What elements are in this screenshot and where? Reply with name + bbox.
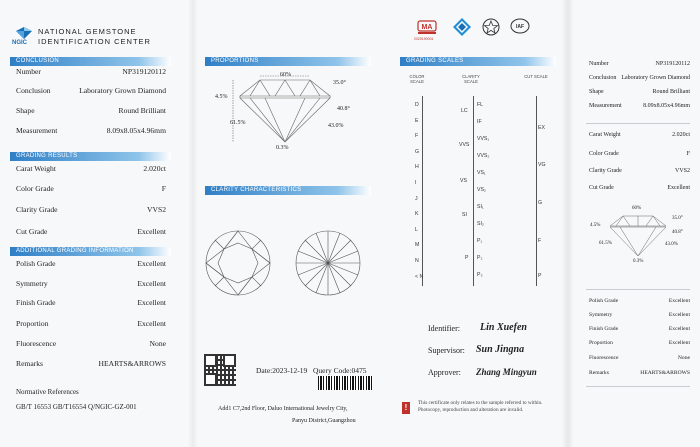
clarity-IF: IF <box>477 119 482 125</box>
clarity-group-VS: VS <box>460 178 467 184</box>
cut-G: G <box>538 200 543 206</box>
cut-EX: EX <box>538 125 545 131</box>
additional-value-4: None <box>149 339 166 348</box>
summary-b-value-0: 2.020ct <box>672 132 690 138</box>
grading-results-header: GRADING RESULTS <box>10 152 171 161</box>
prop-girdle: 0.3% <box>276 145 289 151</box>
clarity-VVS1: VVS₁ <box>477 136 490 142</box>
color-D: D <box>415 102 419 108</box>
summary-prop-crown-angle: 35.0° <box>672 216 683 221</box>
color-I: I <box>415 180 417 186</box>
cut-scale-head: CUT SCALE <box>524 74 548 79</box>
clarity-VS1: VS₁ <box>477 170 486 176</box>
fold-right <box>562 0 574 447</box>
summary-prop-depth: 61.5% <box>599 241 612 246</box>
additional-label-5: Remarks <box>16 359 43 368</box>
prop-pav-depth: 43.0% <box>328 123 344 129</box>
color-scale-head: COLOR SCALE <box>409 74 425 84</box>
cut-P: P <box>538 273 542 279</box>
svg-text:MA: MA <box>421 24 433 31</box>
grading-label-1: Color Grade <box>16 184 54 193</box>
clarity-VVS2: VVS₂ <box>477 153 490 159</box>
cut-scale-bar <box>536 96 537 286</box>
grading-value-0: 2.020ct <box>143 164 166 173</box>
conclusion-value-1: Laboratory Grown Diamond <box>79 86 166 95</box>
summary-c-label-5: Remarks <box>589 370 609 376</box>
logo-text: NGIC <box>12 40 27 46</box>
org-name-line1: NATIONAL GEMSTONE <box>38 27 137 36</box>
clarity-FL: FL <box>477 102 484 108</box>
cma-label: 2020190001 <box>414 37 434 41</box>
summary-proportions-diagram <box>598 210 678 265</box>
additional-label-1: Symmetry <box>16 279 48 288</box>
conclusion-label-3: Measurement <box>16 126 58 135</box>
color-M: M <box>415 242 420 248</box>
cnas-seal-icon <box>452 17 472 37</box>
additional-header: ADDITIONAL GRADING INFORMATION <box>10 247 171 256</box>
color-below-N: < N <box>415 274 424 280</box>
summary-b-label-0: Carat Weight <box>589 132 621 138</box>
proportions-diagram <box>220 70 370 155</box>
clarity-SI1: SI₁ <box>477 204 484 210</box>
summary-c-label-0: Polish Grade <box>589 298 619 304</box>
summary-divider-2 <box>586 289 690 290</box>
summary-a-value-3: 8.09x8.05x4.96mm <box>643 103 690 109</box>
clarity-header: CLARITY CHARACTERISTICS <box>205 186 371 195</box>
color-L: L <box>415 227 418 233</box>
cut-F: F <box>538 238 542 244</box>
summary-prop-pav-angle: 40.8° <box>672 230 683 235</box>
summary-b-value-1: F <box>686 151 690 157</box>
fold-left <box>188 0 198 447</box>
proportions-header: PROPORTIONS <box>205 57 371 66</box>
notice-text: This certificate only relates to the sample referred to within. Photocopy, reproduction and alteration are invalid. <box>418 400 543 413</box>
additional-value-3: Excellent <box>137 319 166 328</box>
color-K: K <box>415 211 419 217</box>
approver-label: Approver: <box>428 368 461 377</box>
ngic-logo-icon <box>14 26 34 40</box>
clarity-scale-bar <box>473 96 474 286</box>
summary-c-value-4: None <box>677 355 690 361</box>
conclusion-label-2: Shape <box>16 106 35 115</box>
cut-VG: VG <box>538 162 546 168</box>
summary-prop-girdle: 0.3% <box>633 259 644 264</box>
warning-icon: ! <box>402 402 410 414</box>
summary-b-label-3: Cut Grade <box>589 185 614 191</box>
grading-value-1: F <box>161 184 166 193</box>
identifier-label: Identifier: <box>428 324 460 333</box>
additional-value-2: Excellent <box>137 298 166 307</box>
prop-depth: 61.5% <box>230 120 246 126</box>
summary-prop-pav-depth: 43.0% <box>665 242 678 247</box>
clarity-plot-pavilion <box>294 229 362 297</box>
conclusion-label-0: Number <box>16 67 41 76</box>
conclusion-value-3: 8.09x8.05x4.96mm <box>106 126 166 135</box>
color-H: H <box>415 164 419 170</box>
org-name-line2: IDENTIFICATION CENTER <box>38 37 151 46</box>
additional-label-2: Finish Grade <box>16 298 56 307</box>
supervisor-label: Supervisor: <box>428 346 465 355</box>
summary-c-value-2: Excellent <box>668 326 690 332</box>
color-J: J <box>415 196 418 202</box>
barcode-icon <box>318 376 373 390</box>
references-title: Normative References <box>16 388 79 396</box>
summary-divider-1 <box>586 123 690 124</box>
prop-crown-height: 4.5% <box>215 94 228 100</box>
color-E: E <box>415 118 419 124</box>
color-scale-bar <box>422 96 423 286</box>
summary-a-value-0: NP319120112 <box>655 61 690 67</box>
color-G: G <box>415 149 420 155</box>
query-code: Query Code:0475 <box>313 366 367 375</box>
summary-c-label-1: Symmetry <box>589 312 613 318</box>
clarity-P1: P₁ <box>477 238 483 244</box>
grading-scales-header: GRADING SCALES <box>400 57 556 66</box>
ilac-seal-icon <box>481 17 501 37</box>
additional-label-0: Polish Grade <box>16 259 56 268</box>
summary-c-value-3: Excellent <box>668 340 690 346</box>
additional-value-1: Excellent <box>137 279 166 288</box>
summary-b-label-2: Clarity Grade <box>589 168 622 174</box>
clarity-P2: P₂ <box>477 255 483 261</box>
references-text: GB/T 16553 GB/T16554 Q/NGIC-GZ-001 <box>16 403 137 411</box>
summary-b-label-1: Color Grade <box>589 151 619 157</box>
color-N: N <box>415 258 419 264</box>
approver-signature: Zhang Mingyun <box>476 367 537 377</box>
summary-c-label-2: Finish Grade <box>589 326 619 332</box>
summary-prop-crown-height: 4.5% <box>590 223 601 228</box>
additional-value-0: Excellent <box>137 259 166 268</box>
summary-a-value-2: Round Brilliant <box>652 89 690 95</box>
clarity-group-LC: LC <box>461 108 468 114</box>
address-line1: Add1 C7,2nd Floor, Daluo International Jewelry City, <box>218 406 348 412</box>
summary-c-value-0: Excellent <box>668 298 690 304</box>
conclusion-label-1: Conclusion <box>16 86 51 95</box>
summary-prop-table: 60% <box>632 206 642 211</box>
clarity-group-P: P <box>465 255 469 261</box>
summary-a-label-1: Conclusion <box>589 75 617 81</box>
summary-a-label-0: Number <box>589 61 609 67</box>
summary-a-value-1: Laboratory Grown Diamond <box>621 75 690 81</box>
cma-seal-icon <box>416 20 438 36</box>
grading-label-3: Cut Grade <box>16 227 48 236</box>
identifier-signature: Lin Xuefen <box>480 322 527 333</box>
clarity-group-SI: SI <box>462 212 467 218</box>
clarity-group-VVS: VVS <box>459 142 470 148</box>
summary-divider-3 <box>586 386 690 387</box>
clarity-VS2: VS₂ <box>477 187 486 193</box>
prop-table: 60% <box>280 72 291 78</box>
grading-label-2: Clarity Grade <box>16 205 58 214</box>
clarity-scale-head: CLARITY SCALE <box>462 74 480 84</box>
clarity-SI2: SI₂ <box>477 221 484 227</box>
grading-label-0: Carat Weight <box>16 164 56 173</box>
address-line2: Panyu District,Guangzhou <box>292 418 356 424</box>
supervisor-signature: Sun Jingna <box>476 344 525 355</box>
issue-date: Date:2023-12-19 <box>256 366 308 375</box>
grading-value-2: VVS2 <box>147 205 166 214</box>
summary-a-label-2: Shape <box>589 89 604 95</box>
summary-c-value-5: HEARTS&ARROWS <box>640 370 690 376</box>
svg-text:IAF: IAF <box>515 24 525 30</box>
summary-a-label-3: Measurement <box>589 103 622 109</box>
color-F: F <box>415 133 419 139</box>
grading-value-3: Excellent <box>137 227 166 236</box>
additional-label-4: Fluorescence <box>16 339 57 348</box>
summary-c-label-3: Proportion <box>589 340 613 346</box>
prop-crown-angle: 35.0° <box>333 80 346 86</box>
iaf-seal-icon <box>509 17 531 37</box>
conclusion-header: CONCLUSION <box>10 57 171 66</box>
prop-pav-angle: 40.8° <box>337 106 350 112</box>
conclusion-value-0: NP319120112 <box>122 67 166 76</box>
summary-c-value-1: Excellent <box>668 312 690 318</box>
clarity-plot-crown <box>204 229 272 297</box>
summary-b-value-2: VVS2 <box>674 168 690 174</box>
additional-value-5: HEARTS&ARROWS <box>98 359 166 368</box>
additional-label-3: Proportion <box>16 319 49 328</box>
qr-code-icon <box>204 354 236 386</box>
summary-b-value-3: Excellent <box>667 185 690 191</box>
conclusion-value-2: Round Brilliant <box>118 106 166 115</box>
summary-c-label-4: Fluorescence <box>589 355 619 361</box>
clarity-P3: P₃ <box>477 272 483 278</box>
